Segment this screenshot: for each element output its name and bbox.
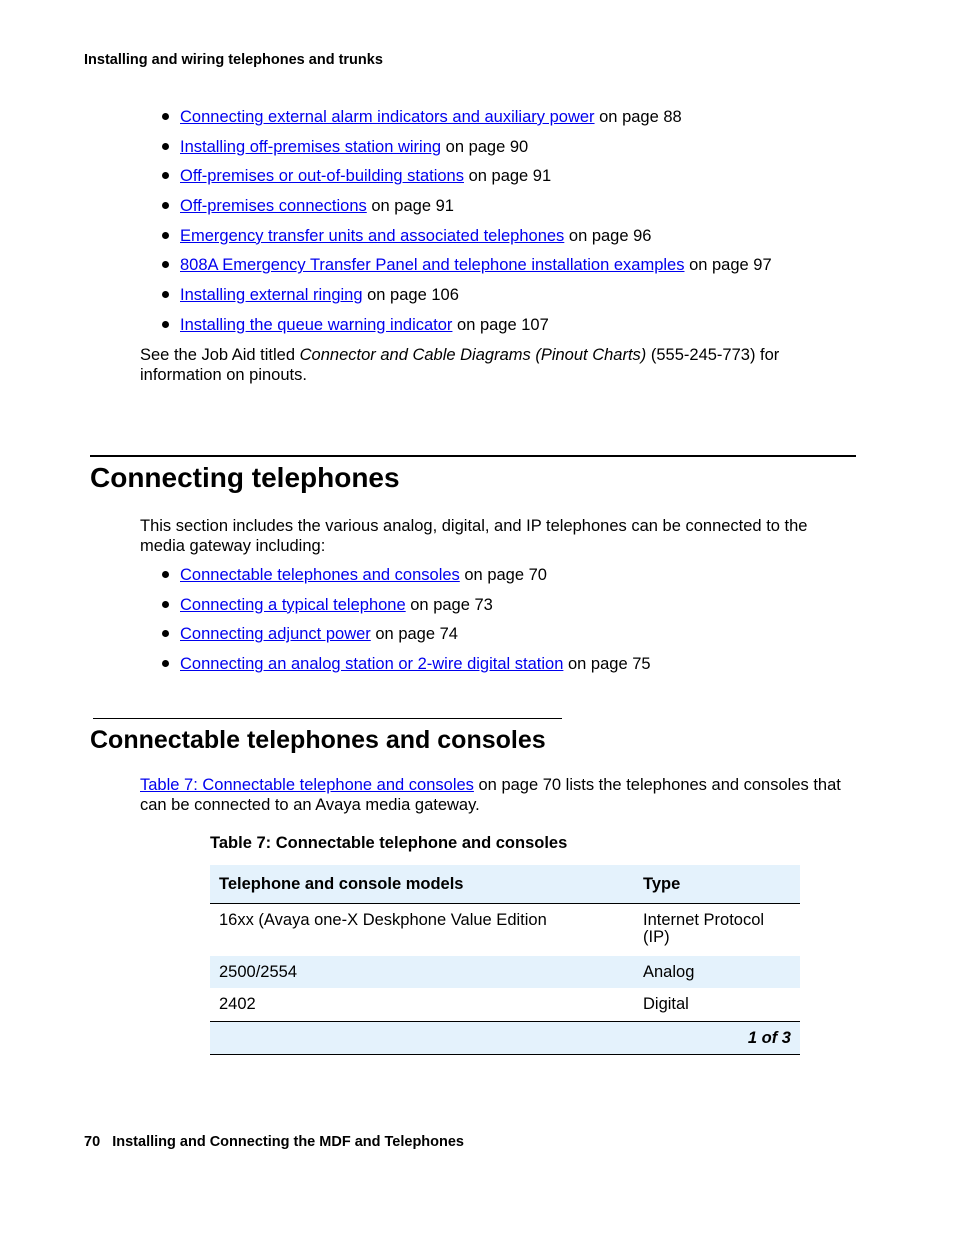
page-footer: 70 Installing and Connecting the MDF and Telephones — [84, 1134, 465, 1150]
bullet-icon — [162, 601, 169, 608]
subsection-divider — [93, 718, 562, 719]
bullet-icon — [162, 660, 169, 667]
list-item: Connecting a typical telephone on page 73 — [162, 595, 651, 625]
list-item: Connecting adjunct power on page 74 — [162, 624, 651, 654]
bullet-icon — [162, 291, 169, 298]
list-item: Connectable telephones and consoles on page 70 — [162, 565, 651, 595]
bullet-icon — [162, 321, 169, 328]
section-intro: This section includes the various analog, digital, and IP telephones can be connected to the media gateway including: — [140, 517, 808, 555]
related-topics-list — [162, 107, 772, 345]
table-caption: Table 7: Connectable telephone and consoles — [210, 834, 568, 852]
link[interactable]: Connectable telephones and consoles — [180, 566, 460, 584]
list-item: 808A Emergency Transfer Panel and telephone installation examples on page 97 — [162, 255, 772, 285]
link[interactable]: Connecting adjunct power — [180, 625, 371, 644]
table-row: 2500/2554 Analog — [210, 956, 800, 988]
subsection-heading: Connectable telephones and consoles — [90, 726, 546, 754]
link[interactable]: Installing off-premises station wiring — [180, 137, 442, 156]
bullet-icon — [162, 630, 169, 637]
list-item: Off-premises connections on page 91 — [162, 196, 772, 226]
telephones-table — [210, 865, 800, 1055]
table-row: 16xx (Avaya one-X Deskphone Value Edition Internet Protocol (IP) — [219, 911, 765, 946]
link[interactable]: Connecting a typical telephone — [180, 595, 406, 614]
bullet-icon — [162, 232, 169, 239]
running-header: Installing and wiring telephones and trunks — [84, 52, 383, 68]
table-row: 2402 Digital — [219, 995, 689, 1013]
link[interactable]: Connecting external alarm indicators and auxiliary power — [180, 108, 595, 126]
list-item: Installing the queue warning indicator on page 107 — [162, 315, 772, 345]
subsection-paragraph: Table 7: Connectable telephone and consoles on page 70 lists the telephones and consoles that can be connected to an Avaya media gateway. — [140, 776, 841, 814]
list-item: Installing external ringing on page 106 — [162, 285, 772, 315]
section-heading: Connecting telephones — [90, 462, 400, 493]
list-item: Installing off-premises station wiring on page 90 — [162, 137, 772, 167]
list-item: Emergency transfer units and associated telephones on page 96 — [162, 226, 772, 256]
link[interactable]: 808A Emergency Transfer Panel and telephone installation examples — [180, 256, 685, 275]
section-topics-list — [162, 565, 651, 684]
table-link[interactable]: Table 7: Connectable telephone and consoles — [140, 776, 474, 794]
job-aid-paragraph: See the Job Aid titled Connector and Cable Diagrams (Pinout Charts) (555-245-773) for information on pinouts. — [140, 346, 780, 384]
bullet-icon — [162, 143, 169, 150]
bullet-icon — [162, 571, 169, 578]
link[interactable]: Off-premises or out-of-building stations — [180, 167, 464, 186]
table-header-row: Telephone and console models Type — [210, 865, 800, 904]
table-pagination-row: 1 of 3 — [210, 1022, 800, 1055]
list-item: Off-premises or out-of-building stations on page 91 — [162, 166, 772, 196]
link[interactable]: Off-premises connections — [180, 197, 367, 216]
bullet-icon — [162, 202, 169, 209]
list-item: Connecting external alarm indicators and auxiliary power on page 88 — [162, 107, 772, 137]
link[interactable]: Installing external ringing — [180, 286, 363, 305]
section-divider — [90, 455, 856, 457]
bullet-icon — [162, 113, 169, 120]
link[interactable]: Installing the queue warning indicator — [180, 315, 453, 334]
link[interactable]: Emergency transfer units and associated telephones — [180, 226, 565, 245]
bullet-icon — [162, 261, 169, 268]
link[interactable]: Connecting an analog station or 2-wire digital station — [180, 655, 564, 674]
list-item: Connecting an analog station or 2-wire digital station on page 75 — [162, 654, 651, 684]
bullet-icon — [162, 172, 169, 179]
